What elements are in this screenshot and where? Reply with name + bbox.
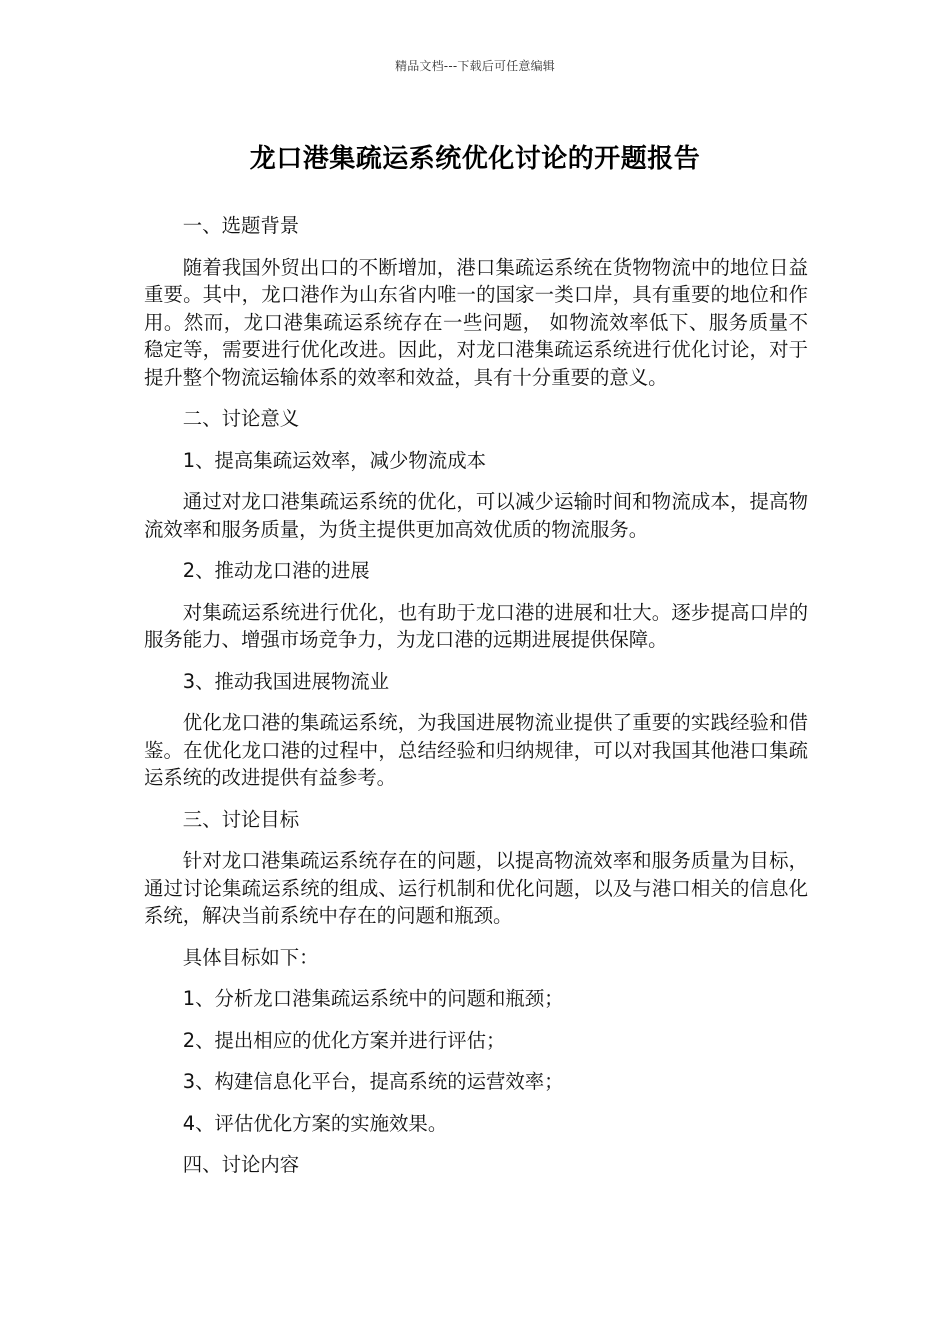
objective-item-3: 3、构建信息化平台，提高系统的运营效率； bbox=[182, 1070, 564, 1093]
document-body bbox=[144, 212, 808, 1179]
objective-item-1: 1、分析龙口港集疏运系统中的问题和瓶颈； bbox=[182, 987, 564, 1010]
section-heading-content: 四、讨论内容 bbox=[182, 1153, 300, 1176]
objective-item-4: 4、评估优化方案的实施效果。 bbox=[182, 1111, 448, 1135]
section-heading-background: 一、选题背景 bbox=[182, 214, 300, 237]
paragraph-logistics-industry: 优化龙口港的集疏运系统，为我国进展物流业提供了重要的实践经验和借鉴。在优化龙口港的过程中，总结经验和归纳规律，可以对我国其他港口集疏运系统的改进提供有益参考。 bbox=[144, 711, 808, 789]
subheading-port-development: 2、推动龙口港的进展 bbox=[182, 559, 370, 582]
document-title: 龙口港集疏运系统优化讨论的开题报告 bbox=[249, 144, 701, 174]
paragraph-port-development: 对集疏运系统进行优化，也有助于龙口港的进展和壮大。逐步提高口岸的服务能力、增强市场竞争力，为龙口港的远期进展提供保障。 bbox=[144, 600, 808, 651]
section-heading-significance: 二、讨论意义 bbox=[182, 407, 300, 430]
objectives-intro: 具体目标如下： bbox=[182, 945, 319, 969]
section-heading-objectives: 三、讨论目标 bbox=[182, 807, 300, 831]
paragraph-objectives: 针对龙口港集疏运系统存在的问题，以提高物流效率和服务质量为目标，通过讨论集疏运系统的组成、运行机制和优化问题，以及与港口相关的信息化系统，解决当前系统中存在的问题和瓶颈。 bbox=[144, 849, 808, 927]
subheading-efficiency: 1、提高集疏运效率，减少物流成本 bbox=[182, 448, 486, 472]
subheading-logistics-industry: 3、推动我国进展物流业 bbox=[182, 669, 390, 693]
paragraph-efficiency: 通过对龙口港集疏运系统的优化，可以减少运输时间和物流成本，提高物流效率和服务质量，为货主提供更加高效优质的物流服务。 bbox=[144, 490, 808, 541]
paragraph-background: 随着我国外贸出口的不断增加，港口集疏运系统在货物物流中的地位日益重要。其中，龙口港作为山东省内唯一的国家一类口岸，具有重要的地位和作用。然而，龙口港集疏运系统存在一些问题， 如物流效率低下、服务质量不稳定等，需要进行优化改进。因此，对龙口港集疏运系统进行优化讨论，对于提升整个物流运输体系的效率和效益，具有十分重要的意义。 bbox=[144, 255, 808, 389]
objective-item-2: 2、提出相应的优化方案并进行评估； bbox=[182, 1028, 506, 1052]
header-note: 精品文档---下载后可任意编辑 bbox=[395, 59, 555, 73]
